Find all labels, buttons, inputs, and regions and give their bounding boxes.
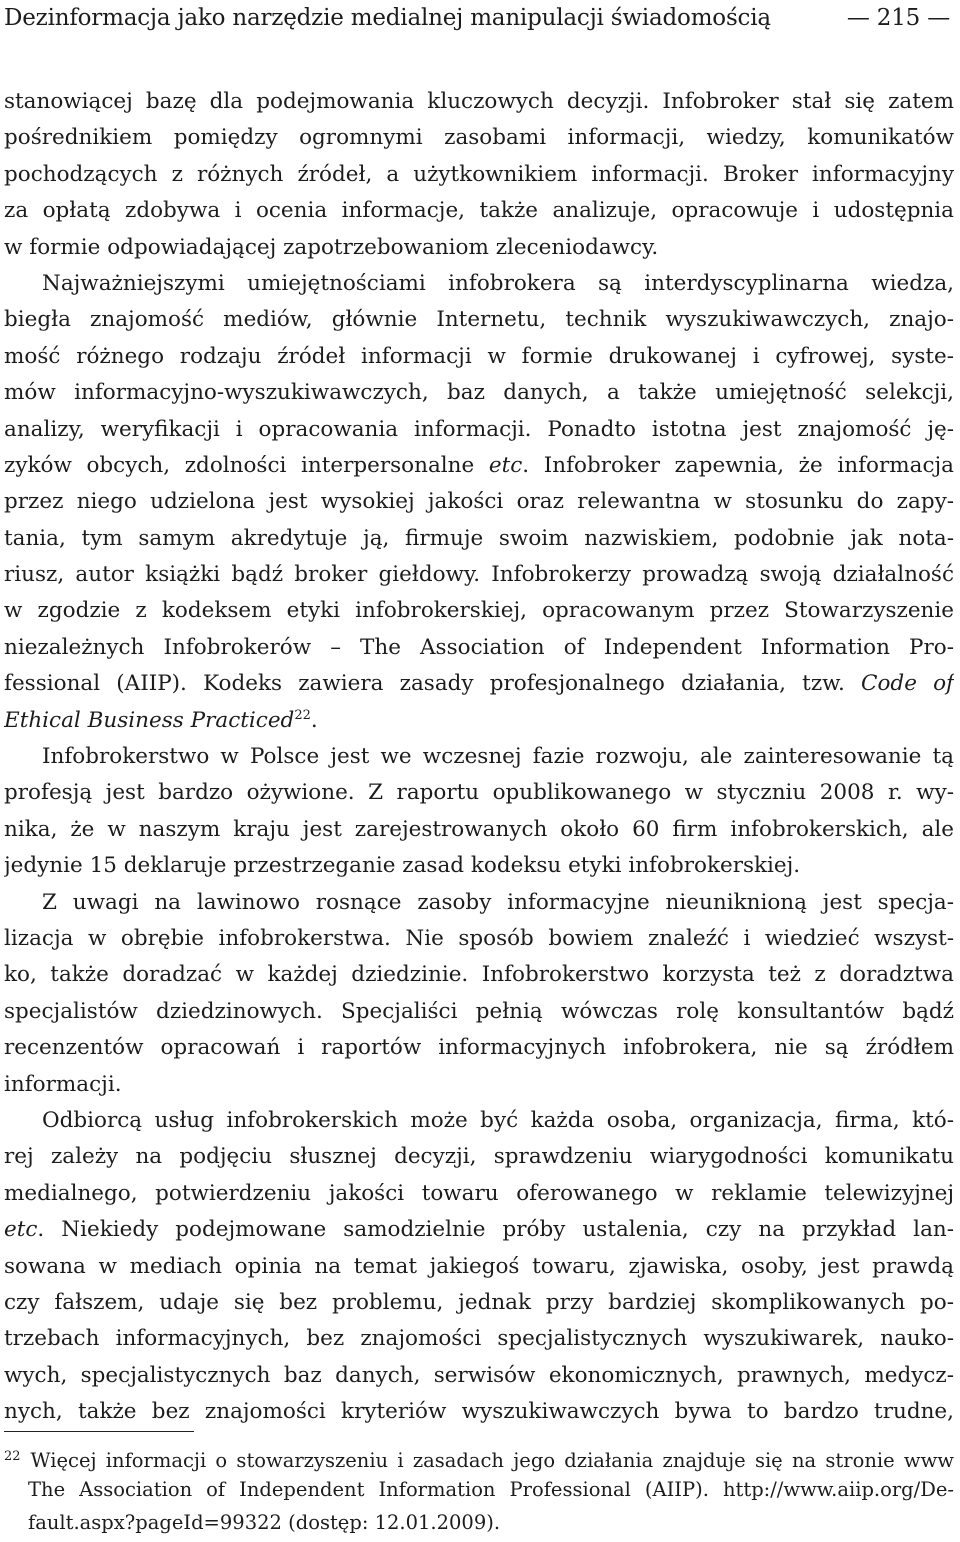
text-line: analizy, weryfikacji i opracowania informacji. Ponadto istotna jest znajomość ję-	[4, 416, 954, 442]
main-text	[4, 84, 954, 1430]
italic-run: Ethical Business Practiced	[4, 707, 295, 733]
text-line: Infobrokerstwo w Polsce jest we wczesnej fazie rozwoju, ale zainteresowanie tą	[42, 744, 954, 770]
text-line: tania, tym samym akredytuje ją, firmuje swoim nazwiskiem, podobnie jak nota-	[4, 525, 954, 551]
text-line: informacji.	[4, 1071, 122, 1097]
text-line	[4, 703, 954, 739]
text-line: riusz, autor książki bądź broker giełdowy. Infobrokerzy prowadzą swoją działalność	[4, 562, 954, 588]
text-line: trzebach informacyjnych, bez znajomości specjalistycznych wyszukiwarek, nauko-	[4, 1326, 954, 1352]
footnote-text: Więcej informacji o stowarzyszeniu i zasadach jego działania znajduje się na stronie www	[30, 1449, 954, 1472]
text-line: Odbiorcą usług infobrokerskich może być każda osoba, organizacja, firma, któ-	[42, 1107, 954, 1133]
text-line: mość różnego rodzaju źródeł informacji w formie drukowanej i cyfrowej, syste-	[4, 343, 954, 369]
text-line: za opłatą zdobywa i ocenia informacje, także analizuje, opracowuje i udostępnia	[4, 198, 954, 224]
text-line	[4, 1212, 954, 1248]
text-line: stanowiącej bazę dla podejmowania kluczowych decyzji. Infobroker stał się zatem	[4, 89, 954, 114]
italic-run: etc	[4, 1217, 38, 1243]
text-line: wych, specjalistycznych baz danych, serwisów ekonomicznych, prawnych, medycz-	[4, 1362, 954, 1388]
footnote-marker: 22	[4, 1449, 21, 1464]
footnote	[4, 1440, 954, 1539]
text-line: w formie odpowiadającej zapotrzebowaniom zleceniodawcy.	[4, 234, 659, 260]
footnote-line: fault.aspx?pageId=99322 (dostęp: 12.01.2009).	[28, 1511, 501, 1534]
text-line: ko, także doradzać w każdej dziedzinie. Infobrokerstwo korzysta też z doradztwa	[4, 962, 954, 988]
text-run: fessional (AIIP). Kodeks zawiera zasady profesjonalnego działania, tzw.	[4, 671, 862, 697]
text-line: lizacja w obrębie infobrokerstwa. Nie sposób bowiem znaleźć i wiedzieć wszyst-	[4, 925, 954, 951]
footnote-line	[4, 1440, 954, 1473]
text-line: profesją jest bardzo ożywione. Z raportu opublikowanego w styczniu 2008 r. wy-	[4, 780, 954, 806]
footnote-divider	[4, 1431, 194, 1432]
text-line: nika, że w naszym kraju jest zarejestrowanych około 60 firm infobrokerskich, ale	[4, 816, 954, 842]
text-line: rej zależy na podjęciu słusznej decyzji, sprawdzeniu wiarygodności komunikatu	[4, 1144, 954, 1170]
text-line: specjalistów dziedzinowych. Specjaliści pełnią wówczas rolę konsultantów bądź	[4, 998, 954, 1024]
text-line: w zgodzie z kodeksem etyki infobrokerskiej, opracowanym przez Stowarzyszenie	[4, 598, 954, 624]
text-line	[4, 666, 954, 702]
text-line: medialnego, potwierdzeniu jakości towaru oferowanego w reklamie telewizyjnej	[4, 1180, 954, 1206]
text-line: jedynie 15 deklaruje przestrzeganie zasad kodeksu etyki infobrokerskiej.	[4, 853, 801, 879]
text-line: nych, także bez znajomości kryteriów wyszukiwawczych bywa to bardzo trudne,	[4, 1399, 954, 1425]
footnote-ref: 22	[294, 707, 311, 723]
text-line: Najważniejszymi umiejętnościami infobrokera są interdyscyplinarna wiedza,	[42, 270, 954, 296]
text-run: . Infobroker zapewnia, że informacja	[522, 452, 954, 478]
text-line: przez niego udzielona jest wysokiej jakości oraz relewantna w stosunku do zapy-	[4, 489, 954, 515]
running-title: Dezinformacja jako narzędzie medialnej manipulacji świadomością	[4, 5, 771, 31]
italic-run: etc	[488, 452, 523, 478]
text-line: pośrednikiem pomiędzy ogromnymi zasobami informacji, wiedzy, komunikatów	[4, 125, 954, 151]
running-header	[4, 0, 956, 36]
text-line	[4, 448, 954, 484]
text-line: biegła znajomość mediów, głównie Internetu, technik wyszukiwawczych, znajo-	[4, 307, 954, 333]
footnote-line: The Association of Independent Information Professional (AIIP). http://www.aiip.org/De-	[28, 1478, 954, 1501]
italic-run: Code of	[861, 671, 954, 697]
text-line: recenzentów opracowań i raportów informacyjnych infobrokera, nie są źródłem	[4, 1035, 954, 1061]
page-number: — 215 —	[846, 5, 950, 31]
text-run: zyków obcych, zdolności interpersonalne	[4, 452, 489, 478]
text-line: pochodzących z różnych źródeł, a użytkownikiem informacji. Broker informacyjny	[4, 161, 954, 187]
text-run: .	[310, 707, 318, 733]
text-line: sowana w mediach opinia na temat jakiegoś towaru, zjawiska, osoby, jest prawdą	[4, 1253, 954, 1279]
text-line: niezależnych Infobrokerów – The Association of Independent Information Pro-	[4, 634, 954, 660]
text-line: Z uwagi na lawinowo rosnące zasoby informacyjne nieuniknioną jest specja-	[42, 889, 954, 915]
text-line: mów informacyjno-wyszukiwawczych, baz danych, a także umiejętność selekcji,	[4, 380, 954, 406]
text-run: . Niekiedy podejmowane samodzielnie próby ustalenia, czy na przykład lan-	[37, 1217, 954, 1243]
text-line: czy fałszem, udaje się bez problemu, jednak przy bardziej skomplikowanych po-	[4, 1289, 954, 1315]
